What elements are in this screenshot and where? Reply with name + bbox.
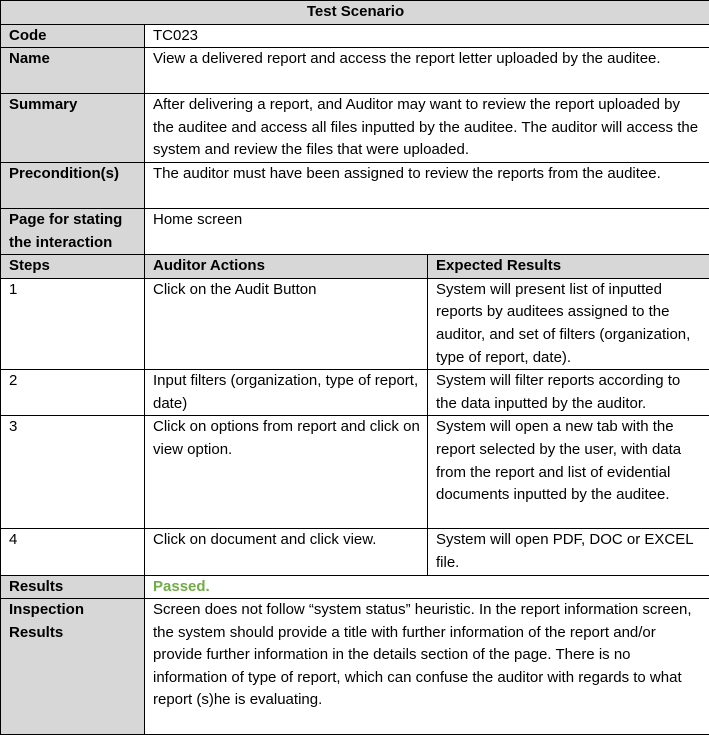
inspection-results-value: Screen does not follow “system status” heuristic. In the report information screen, the system should provide a title with further information of the report and/or provide further information in the details section of the page. There is no information of type of report, which can confuse the auditor with regards to what report (s)he is evaluating.: [145, 599, 709, 735]
table-row: [1, 416, 709, 529]
step-action: Input filters (organization, type of report, date): [145, 370, 428, 416]
step-expected: System will open PDF, DOC or EXCEL file.: [428, 529, 709, 575]
code-value: TC023: [145, 24, 709, 48]
inspection-results-label: Inspection Results: [1, 599, 145, 735]
results-status-value: Passed.: [153, 578, 210, 595]
step-number: 3: [1, 416, 145, 529]
step-expected: System will open a new tab with the report selected by the user, with data from the report and list of evidential documents inputted by the auditee.: [428, 416, 709, 529]
results-cell: [145, 575, 709, 599]
page-for-stating-value: Home screen: [145, 208, 709, 254]
table-row: [1, 529, 709, 575]
step-expected: System will filter reports according to the data inputted by the auditor.: [428, 370, 709, 416]
precondition-value: The auditor must have been assigned to review the reports from the auditee.: [145, 162, 709, 208]
page-for-stating-label: Page for stating the interaction: [1, 208, 145, 254]
expected-results-header: Expected Results: [428, 255, 709, 279]
table-row: [1, 278, 709, 369]
table-title: Test Scenario: [1, 1, 709, 25]
table-row: [1, 370, 709, 416]
steps-header: Steps: [1, 255, 145, 279]
results-label: Results: [1, 575, 145, 599]
precondition-label: Precondition(s): [1, 162, 145, 208]
step-action: Click on options from report and click on view option.: [145, 416, 428, 529]
name-value: View a delivered report and access the report letter uploaded by the auditee.: [145, 48, 709, 94]
step-expected: System will present list of inputted reports by auditees assigned to the auditor, and set of filters (organization, type of report, date).: [428, 278, 709, 369]
step-action: Click on the Audit Button: [145, 278, 428, 369]
code-label: Code: [1, 24, 145, 48]
summary-label: Summary: [1, 94, 145, 163]
summary-value: After delivering a report, and Auditor may want to review the report uploaded by the auditee and access all files inputted by the auditee. The auditor will access the system and review the files that were uploaded.: [145, 94, 709, 163]
step-number: 1: [1, 278, 145, 369]
step-action: Click on document and click view.: [145, 529, 428, 575]
name-label: Name: [1, 48, 145, 94]
step-number: 4: [1, 529, 145, 575]
auditor-actions-header: Auditor Actions: [145, 255, 428, 279]
step-number: 2: [1, 370, 145, 416]
